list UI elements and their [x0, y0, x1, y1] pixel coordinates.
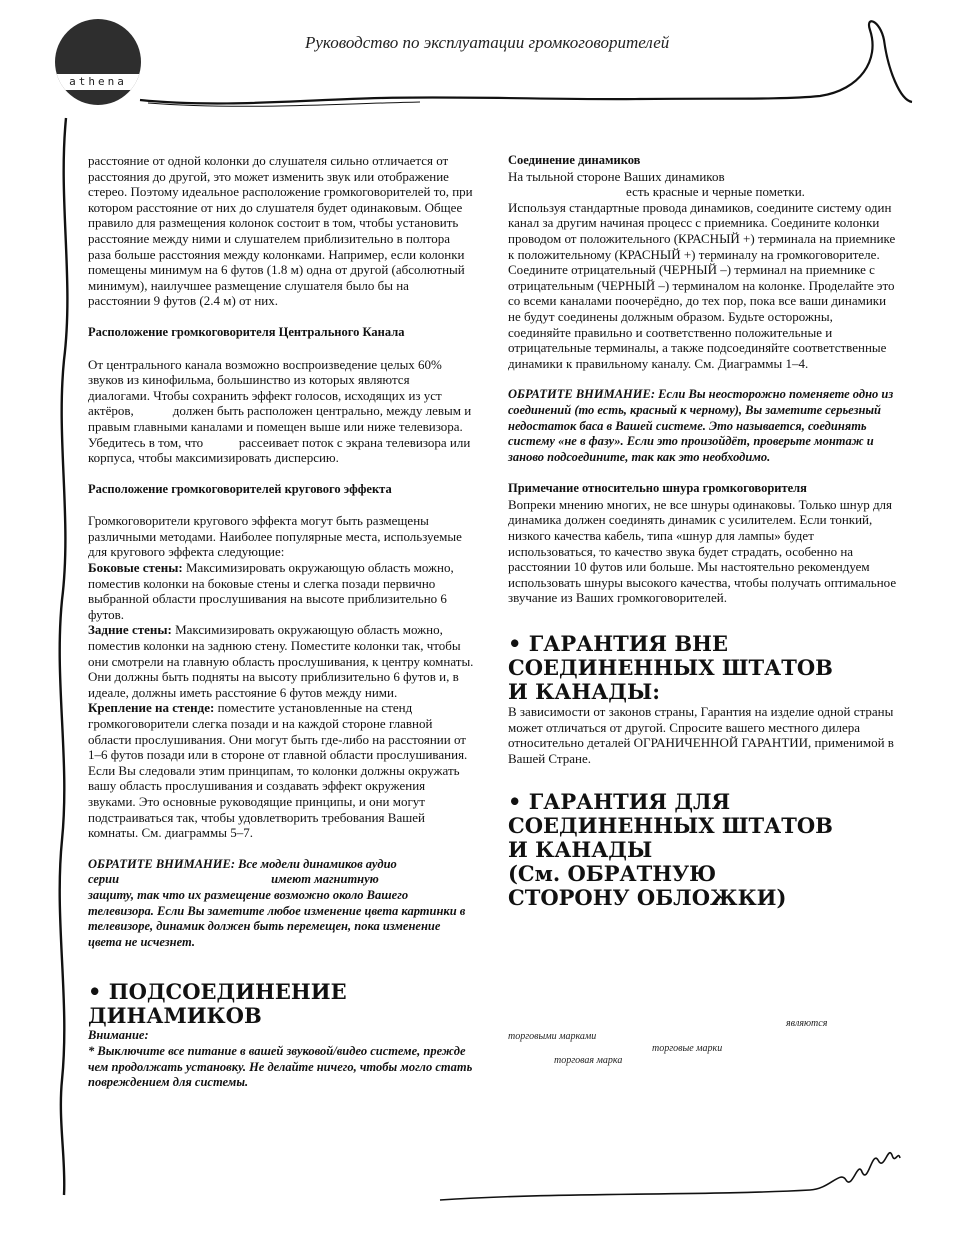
caution-text: * Выключите все питание в вашей звуковой/видео системе, прежде чем продолжать установку. Не делайте ничего, чтобы могло стать повреждением для системы. — [88, 1043, 473, 1090]
left-column — [88, 153, 474, 1091]
trademark-line-1: являются — [786, 1018, 828, 1029]
logo-text: athena — [69, 75, 127, 88]
connect-line-2: есть красные и черные пометки. — [626, 184, 805, 200]
caution-label: Внимание: — [88, 1028, 149, 1043]
stand-mount-text: поместите установленные на стенд громкоговорители слегка позади и на каждой стороне главной области прослушивания. Они могут быть где-либо на расстоянии от 1–6 футов позади или в стороне от главной области прослушивания. — [88, 700, 468, 763]
side-walls-label: Боковые стены: — [88, 560, 183, 576]
connect-text: Используя стандартные провода динамиков, соедините систему один канал за другим начиная процесс с приемника. Соедините колонки проводом от положительного (КРАСНЫЙ +) терминала на приемнике к положительному (КРАСНЫЙ +) терминалу на громкоговорителе. Соедините отрицательный (ЧЕРНЫЙ –) терминал на приемнике с отрицательным (ЧЕРНЫЙ –) терминалом на колонке. Проделайте это со всеми каналами поочерёдно, до тех пор, пока все ваши динамики не будут соединены должным образом. Будьте осторожны, соединяйте правильно и соответственно положительные и отрицательные терминалы, а также подсоединяйте соответственные динамики к правильному каналу. См. Диаграммы 1–4. — [508, 199, 896, 371]
stand-mount-label: Крепление на стенде: — [88, 700, 215, 716]
connect-speakers-title: • ПОДСОЕДИНЕНИЕ ДИНАМИКОВ — [88, 979, 347, 1029]
trademark-line-3: торговые марки — [652, 1043, 723, 1054]
intro-paragraph: расстояние от одной колонки до слушателя сильно отличается от расстояния до другой, это может изменить звук или отображение стерео. Поэтому идеальное расположение громкоговорителей то, при котором расстояние от них до слушателя будет одинаковым. Общее правило для размещения колонок состоит в том, чтобы установить расстояние между ними и слушателем приблизительно в полтора раза больше расстояния между колонками. Например, если колонки помещены минимум на 6 футов (1.8 м) одна от другой (абсолютный минимум), наилучшее размещение слушателя было бы на расстоянии 9 футов (2.4 м) от них. — [88, 153, 473, 309]
note-line-2 — [88, 872, 474, 888]
rear-walls-label: Задние стены: — [88, 622, 172, 638]
note-line-1: ОБРАТИТЕ ВНИМАНИЕ: Все модели динамиков аудио — [88, 856, 397, 871]
connect-heading: Соединение динамиков — [508, 153, 641, 167]
warranty-outside-title: • ГАРАНТИЯ ВНЕ СОЕДИНЕННЫХ ШТАТОВ И КАНАДЫ: — [508, 631, 833, 705]
magnetic-shield-note — [88, 857, 474, 951]
note-rest: защиту, так что их размещение возможно около Вашего телевизора. Если Вы заметите любое изменение цвета картинки в телевизоре, динамик должен быть перемещен, пока изменение цвета не исчезнет. — [88, 887, 466, 949]
surround-heading: Расположение громкоговорителей кругового эффекта — [88, 481, 392, 496]
athena-logo — [55, 19, 141, 105]
side-walls-paragraph — [88, 560, 474, 622]
note-magnetic: имеют магнитную — [271, 872, 379, 887]
stand-mount-paragraph — [88, 700, 474, 762]
trademark-line-2: торговыми марками — [508, 1031, 597, 1042]
warranty-us-subtitle: (См. ОБРАТНУЮ СТОРОНУ ОБЛОЖКИ) — [508, 861, 787, 911]
warranty-us-title: • ГАРАНТИЯ ДЛЯ СОЕДИНЕННЫХ ШТАТОВ И КАНАДЫ — [508, 789, 833, 863]
side-walls-text: Максимизировать окружающую область можно, поместив колонки на боковые стены и слегка позади первично выбранной области прослушивания на высоте приблизительно 6 футов. — [88, 560, 454, 622]
center-channel-text: От центрального канала возможно воспроизведение целых 60% звуков из кинофильма, большинство из которых являются диалогами. Чтобы сохранить эффект голосов, исходящих из уст актёров, должен быть расположен центрально, между левым и правым главными каналами и помещен выше или ниже телевизора. Убедитесь в том, что рассеивает поток с экрана телевизора или корпуса, чтобы максимизировать дисперсию. — [88, 356, 475, 466]
trademark-line-4: торговая марка — [554, 1055, 623, 1066]
cord-heading: Примечание относительно шнура громкоговорителя — [508, 481, 807, 496]
page-title: Руководство по эксплуатации громкоговорителей — [305, 33, 670, 52]
rear-walls-text: Максимизировать окружающую область можно, поместив колонки на заднюю стену. Поместите колонки так, чтобы они смотрели на главную область прослушивания, к центру комнаты. Они должны быть подняты на высоту приблизительно 6 футов и, в идеале, должны иметь расстояние 6 футов между ними. — [88, 622, 474, 700]
surround-intro: Громкоговорители кругового эффекта могут быть размещены различными методами. Наиболее популярные места, используемые для кругового эффекта следующие: — [88, 513, 462, 560]
cord-text: Вопреки мнению многих, не все шнуры одинаковы. Только шнур для динамика должен соединять динамик с усилителем. Если тонкий, низкого качества кабель, типа «шнур для лампы» будет использоваться, то качество звука будет страдать, особенно на расстоянии 10 футов или больше. Мы настоятельно рекомендуем использовать шнуры высокого качества, чтобы получать оптимальное звучание из Ваших громкоговорителей. — [508, 496, 897, 606]
warranty-outside-text: В зависимости от законов страны, Гарантия на изделие одной страны может отличаться от другой. Спросите вашего местного дилера относительно деталей ОГРАНИЧЕННОЙ ГАРАНТИИ, применимой в Вашей Стране. — [508, 704, 894, 766]
connect-line-1: На тыльной стороне Ваших динамиков — [508, 168, 725, 184]
rear-walls-paragraph — [88, 622, 474, 700]
principles-paragraph: Если Вы следовали этим принципам, то колонки должны окружать вашу область прослушивания и создавать эффект окружения звуками. Это основные руководящие принципы, и они могут подстраиваться так, чтобы удовлетворить требования Вашей комнаты. См. диаграммы 5–7. — [88, 762, 460, 841]
phase-note: ОБРАТИТЕ ВНИМАНИЕ: Если Вы неосторожно поменяете одно из соединений (то есть, красный к черному), Вы заметите серьезный недостаток баса в Вашей системе. Это называется, соединять систему «не в фазу». Если это произойдёт, проверьте монтаж и заново подсоедините, так как это необходимо. — [508, 387, 894, 464]
note-series: серии — [88, 872, 120, 887]
right-column — [508, 153, 898, 910]
center-channel-heading: Расположение громкоговорителя Центрального Канала — [88, 324, 405, 339]
